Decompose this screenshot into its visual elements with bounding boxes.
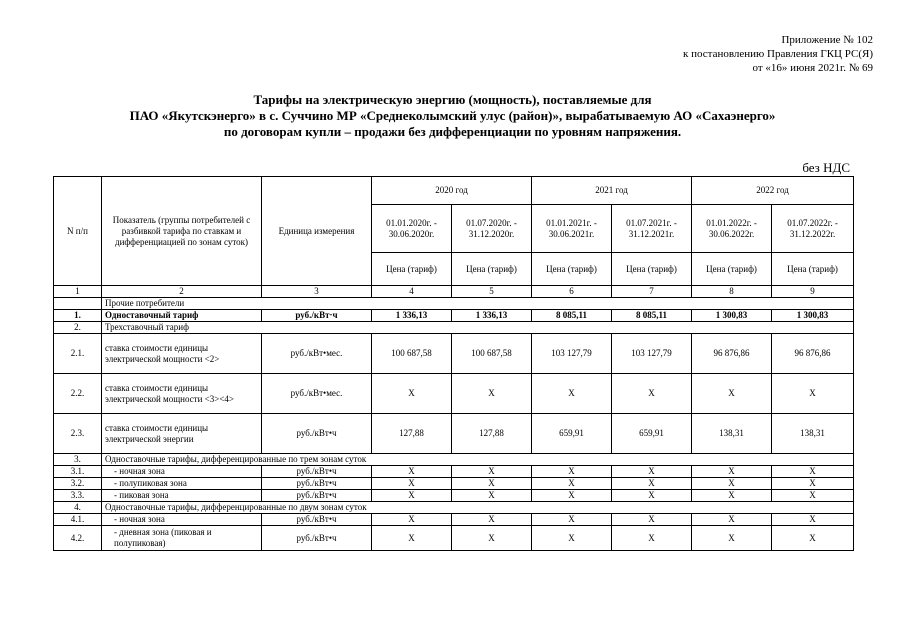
title-line-1: Тарифы на электрическую энергию (мощность), поставляемые для [253, 92, 652, 107]
row-label: Одноставочные тарифы, дифференцированные по трем зонам суток [102, 454, 854, 466]
tariff-value: 659,91 [532, 414, 612, 454]
annex-resolution: к постановлению Правления ГКЦ РС(Я) [683, 48, 873, 60]
tariff-value: 138,31 [772, 414, 854, 454]
tariff-value: X [612, 526, 692, 551]
row-label: - дневная зона (пиковая и полупиковая) [102, 526, 262, 551]
col-number: 3 [262, 286, 372, 298]
vat-note: без НДС [802, 160, 850, 175]
tariff-table [53, 176, 854, 551]
table-body [54, 298, 854, 551]
header-year-2022: 2022 год [692, 177, 854, 205]
row-unit: руб./кВт•мес. [262, 334, 372, 374]
tariff-value: X [532, 374, 612, 414]
tariff-value: X [772, 478, 854, 490]
col-number: 6 [532, 286, 612, 298]
row-label: ставка стоимости единицы электрической мощности <2> [102, 334, 262, 374]
col-number: 7 [612, 286, 692, 298]
tariff-value: X [532, 478, 612, 490]
annex-reference [683, 33, 873, 75]
tariff-value: X [772, 490, 854, 502]
header-price: Цена (тариф) [772, 253, 854, 286]
row-label: Трехставочный тариф [102, 322, 854, 334]
tariff-value: 127,88 [452, 414, 532, 454]
row-unit: руб./кВт•мес. [262, 374, 372, 414]
header-price: Цена (тариф) [452, 253, 532, 286]
tariff-value: 1 300,83 [772, 310, 854, 322]
row-number: 1. [54, 310, 102, 322]
row-unit: руб./кВт•ч [262, 478, 372, 490]
tariff-value: 1 336,13 [372, 310, 452, 322]
header-price: Цена (тариф) [372, 253, 452, 286]
tariff-value: X [692, 526, 772, 551]
tariff-value: X [452, 526, 532, 551]
tariff-value: 127,88 [372, 414, 452, 454]
annex-number: Приложение № 102 [781, 34, 873, 46]
row-unit: руб./кВт•ч [262, 466, 372, 478]
table-row [54, 374, 854, 414]
header-price: Цена (тариф) [612, 253, 692, 286]
row-unit: руб./кВт•ч [262, 490, 372, 502]
row-number [54, 298, 102, 310]
table-row [54, 414, 854, 454]
tariff-value: X [692, 466, 772, 478]
table-row [54, 526, 854, 551]
row-number: 4. [54, 502, 102, 514]
tariff-value: X [692, 374, 772, 414]
tariff-value: X [612, 478, 692, 490]
header-period: 01.01.2020г. - 30.06.2020г. [372, 205, 452, 253]
row-number: 4.2. [54, 526, 102, 551]
header-num: N п/п [54, 177, 102, 286]
header-period: 01.07.2021г. - 31.12.2021г. [612, 205, 692, 253]
row-label: ставка стоимости единицы электрической энергии [102, 414, 262, 454]
row-number: 3.2. [54, 478, 102, 490]
header-unit: Единица измерения [262, 177, 372, 286]
col-number: 5 [452, 286, 532, 298]
tariff-value: X [772, 374, 854, 414]
table-row [54, 310, 854, 322]
tariff-value: X [612, 466, 692, 478]
row-label: - ночная зона [102, 514, 262, 526]
tariff-value: X [692, 490, 772, 502]
tariff-value: 103 127,79 [532, 334, 612, 374]
row-unit: руб./кВт•ч [262, 526, 372, 551]
header-year-2021: 2021 год [532, 177, 692, 205]
row-unit: руб./кВт•ч [262, 414, 372, 454]
title-line-2: ПАО «Якутскэнерго» в с. Суччино МР «Среднеколымский улус (район)», вырабатываемую АО «Сахаэнерго» [129, 108, 776, 123]
tariff-value: 1 300,83 [692, 310, 772, 322]
row-label: - пиковая зона [102, 490, 262, 502]
row-number: 2.1. [54, 334, 102, 374]
row-unit: руб./кВт•ч [262, 514, 372, 526]
row-label: - полупиковая зона [102, 478, 262, 490]
tariff-value: 96 876,86 [692, 334, 772, 374]
tariff-value: 103 127,79 [612, 334, 692, 374]
tariff-value: X [692, 478, 772, 490]
group-row [54, 298, 854, 310]
tariff-value: X [372, 514, 452, 526]
row-number: 3.3. [54, 490, 102, 502]
tariff-value: X [372, 466, 452, 478]
group-row [54, 322, 854, 334]
tariff-value: X [372, 374, 452, 414]
table-row [54, 478, 854, 490]
header-indicator: Показатель (группы потребителей с разбивкой тарифа по ставкам и дифференциацией по зонам суток) [102, 177, 262, 286]
col-number: 2 [102, 286, 262, 298]
tariff-value: X [452, 478, 532, 490]
tariff-value: X [772, 514, 854, 526]
table-header [54, 177, 854, 298]
col-number: 9 [772, 286, 854, 298]
row-number: 2.2. [54, 374, 102, 414]
tariff-value: 100 687,58 [372, 334, 452, 374]
row-number: 2. [54, 322, 102, 334]
tariff-value: X [372, 526, 452, 551]
tariff-value: X [692, 514, 772, 526]
tariff-value: X [452, 490, 532, 502]
header-period: 01.07.2022г. - 31.12.2022г. [772, 205, 854, 253]
tariff-value: 1 336,13 [452, 310, 532, 322]
header-year-2020: 2020 год [372, 177, 532, 205]
group-row [54, 502, 854, 514]
header-period: 01.01.2021г. - 30.06.2021г. [532, 205, 612, 253]
tariff-value: X [452, 514, 532, 526]
tariff-value: X [532, 526, 612, 551]
tariff-value: 100 687,58 [452, 334, 532, 374]
row-label: Одноставочный тариф [102, 310, 262, 322]
tariff-value: X [532, 490, 612, 502]
tariff-value: 659,91 [612, 414, 692, 454]
tariff-value: X [612, 490, 692, 502]
table-row [54, 490, 854, 502]
tariff-value: 8 085,11 [532, 310, 612, 322]
tariff-value: X [372, 478, 452, 490]
annex-date: от «16» июня 2021г. № 69 [752, 62, 873, 74]
table-row [54, 466, 854, 478]
row-label: Прочие потребители [102, 298, 854, 310]
title-line-3: по договорам купли – продажи без дифференциации по уровням напряжения. [223, 124, 682, 139]
row-number: 3.1. [54, 466, 102, 478]
row-label: - ночная зона [102, 466, 262, 478]
tariff-value: X [612, 514, 692, 526]
header-period: 01.07.2020г. - 31.12.2020г. [452, 205, 532, 253]
col-number: 8 [692, 286, 772, 298]
row-number: 2.3. [54, 414, 102, 454]
row-number: 4.1. [54, 514, 102, 526]
row-label: Одноставочные тарифы, дифференцированные по двум зонам суток [102, 502, 854, 514]
table-row [54, 334, 854, 374]
row-number: 3. [54, 454, 102, 466]
col-number: 4 [372, 286, 452, 298]
tariff-value: X [532, 514, 612, 526]
tariff-value: X [372, 490, 452, 502]
tariff-value: 8 085,11 [612, 310, 692, 322]
group-row [54, 454, 854, 466]
tariff-value: 138,31 [692, 414, 772, 454]
header-price: Цена (тариф) [692, 253, 772, 286]
col-number: 1 [54, 286, 102, 298]
tariff-value: X [452, 466, 532, 478]
tariff-value: X [772, 526, 854, 551]
tariff-value: 96 876,86 [772, 334, 854, 374]
tariff-value: X [532, 466, 612, 478]
header-price: Цена (тариф) [532, 253, 612, 286]
table-row [54, 514, 854, 526]
header-period: 01.01.2022г. - 30.06.2022г. [692, 205, 772, 253]
tariff-value: X [772, 466, 854, 478]
row-unit: руб./кВт·ч [262, 310, 372, 322]
document-title [0, 92, 905, 140]
tariff-value: X [612, 374, 692, 414]
tariff-value: X [452, 374, 532, 414]
row-label: ставка стоимости единицы электрической мощности <3><4> [102, 374, 262, 414]
